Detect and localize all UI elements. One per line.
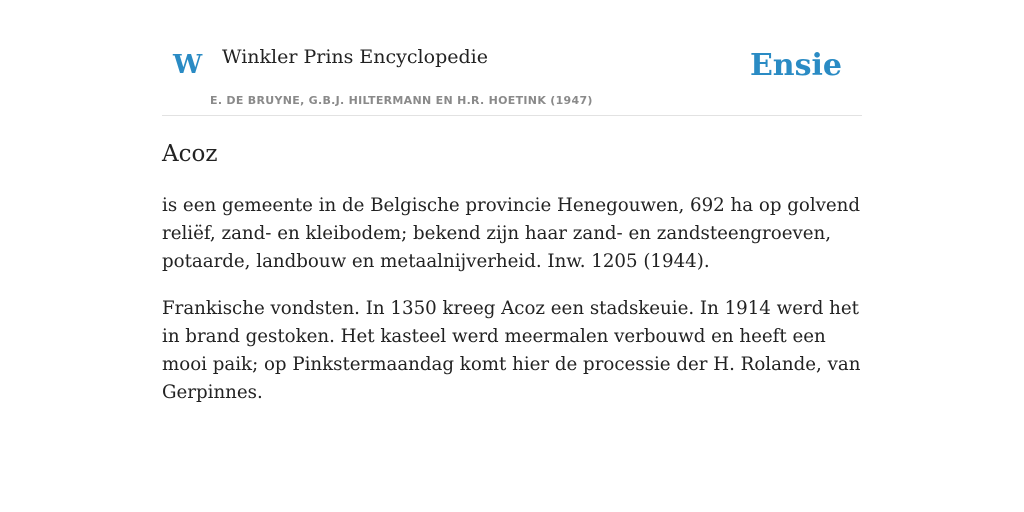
article-paragraph: Frankische vondsten. In 1350 kreeg Acoz een stadskeuie. In 1914 werd het in brand gestoken. Het kasteel werd meermalen verbouwd en heeft een mooi paik; op Pinkstermaandag komt hier de processie der H. Rolande, van Gerpinnes. bbox=[162, 297, 861, 403]
encyclopedia-authors: E. DE BRUYNE, G.B.J. HILTERMANN EN H.R. HOETINK (1947) bbox=[210, 94, 593, 107]
winkler-prins-logo-icon[interactable]: W bbox=[173, 50, 203, 80]
article-paragraph: is een gemeente in de Belgische provincie Henegouwen, 692 ha op golvend reliëf, zand- en kleibodem; bekend zijn haar zand- en zandsteengroeven, potaarde, landbouw en metaalnijverheid. Inw. 1205 (1944). bbox=[162, 194, 861, 272]
encyclopedia-header bbox=[162, 0, 862, 116]
article-title: Acoz bbox=[162, 141, 218, 167]
page-container bbox=[162, 0, 862, 407]
ensie-brand-logo[interactable]: Ensie bbox=[749, 48, 842, 83]
encyclopedia-title[interactable]: Winkler Prins Encyclopedie bbox=[222, 46, 488, 68]
